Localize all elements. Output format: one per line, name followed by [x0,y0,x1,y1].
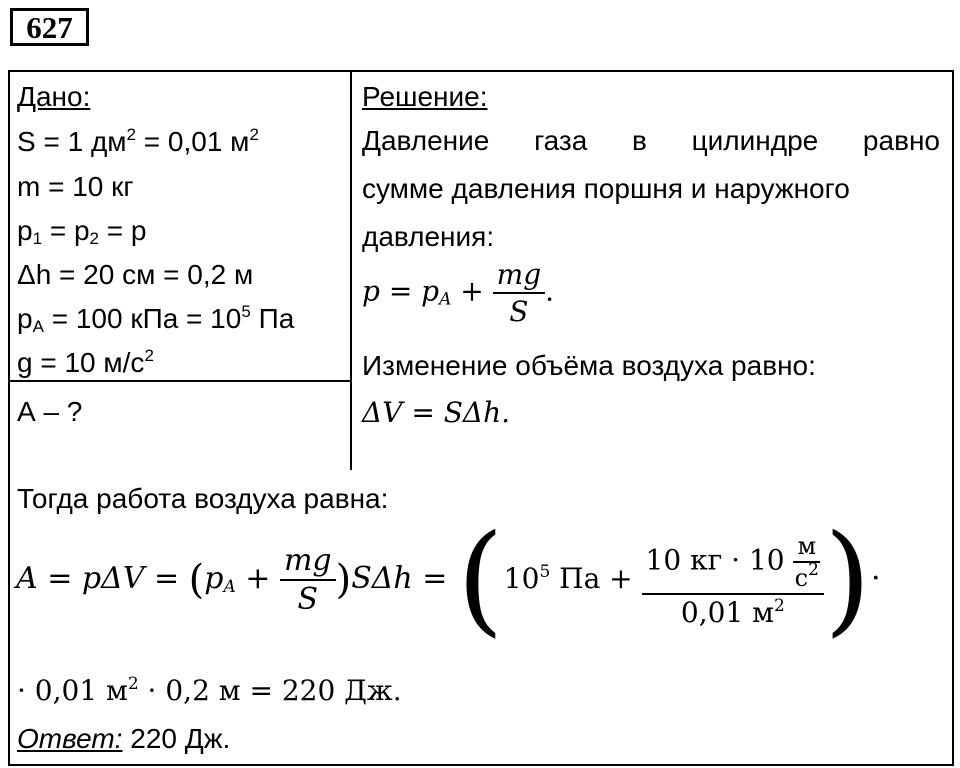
given-height: Δh = 20 см = 0,2 м [17,259,254,290]
given-atm-pressure: $p_A = 100$ кПа = $10^5$ Па [17,302,295,336]
solution-text-line: давления: [362,221,495,252]
solution-text-line: Тогда работа воздуха равна: [17,483,389,514]
column-divider [350,70,352,470]
given-pressures: $p_1 = p_2 = p$ [17,215,147,248]
solution-heading: Решение: [362,81,488,112]
formula-result: · 0,01 $м^2 \cdot 0,2$ м = 220 Дж. [17,674,402,707]
answer-value: 220 Дж. [122,723,231,754]
given-heading: Дано: [17,81,91,112]
given-gravity: g = 10 $м/с^2$ [17,346,154,378]
formula-volume: ΔV = SΔh. [362,396,511,429]
formula-work: $A = p\Delta V = (p_A$ + $\frac{mg}{S}$ )$S\Delta h = (10^5$ Па + 10 кг · 10 $\frac{м}{с^2}$ 0,01 $м^2$ )· [16,510,881,649]
solution-text-line: Изменение объёма воздуха равно: [362,350,816,381]
given-divider [8,380,352,382]
solution-text-line: сумме давления поршня и наружного [362,173,850,204]
solution-text-line: Давление газа в цилиндре равно [362,125,940,156]
answer-label: Ответ: [17,723,123,754]
find-quantity: А – ? [17,396,83,427]
problem-number: 627 [10,8,89,46]
formula-pressure: $p = p_A$ + $\frac{mg}{S}$ . [362,258,555,328]
given-area: S = 1 $дм^2 = 0,01$ $м^2$ [17,125,259,157]
given-mass: m = 10 кг [17,171,134,202]
answer-line [17,722,230,756]
